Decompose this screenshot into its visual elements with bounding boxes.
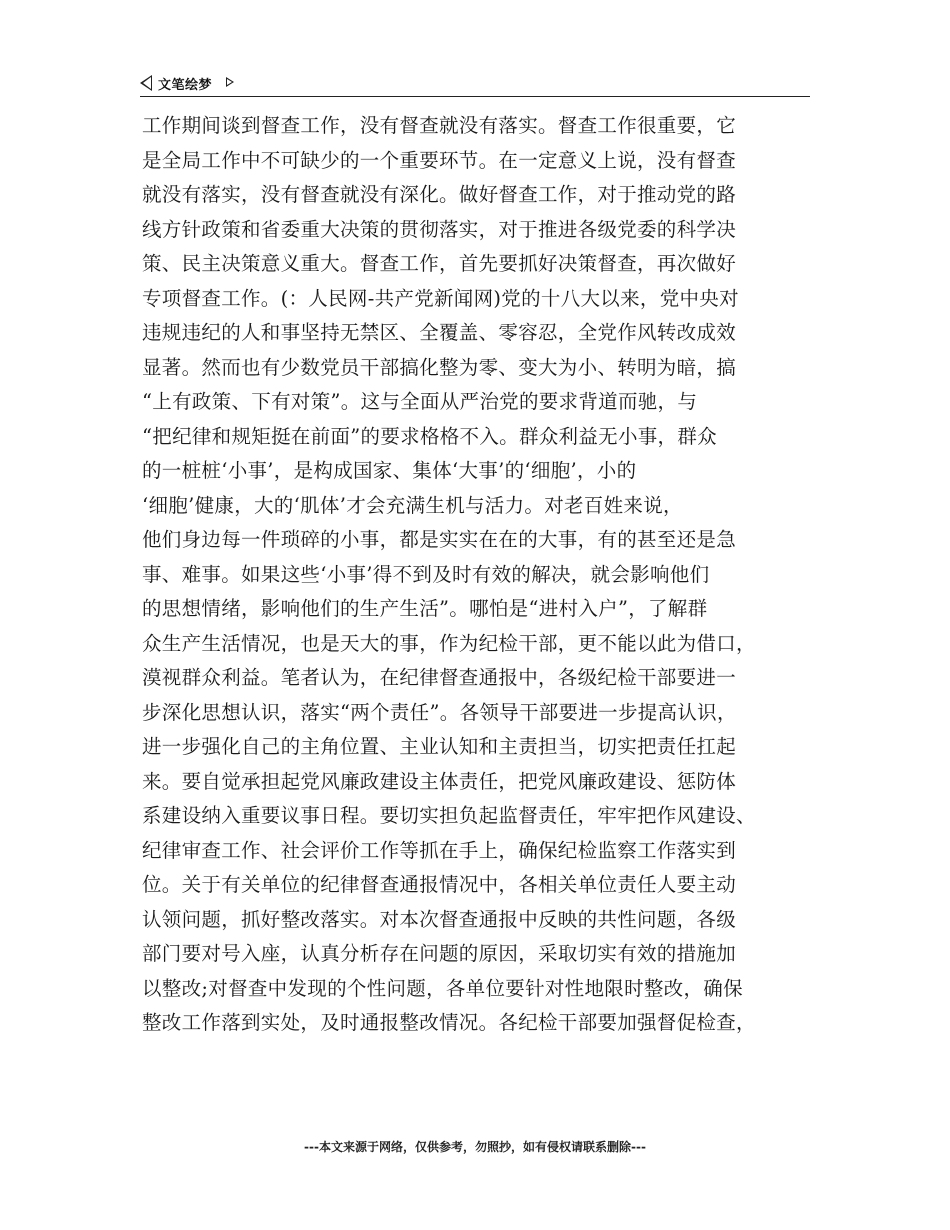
text-line: 整改工作落到实处，及时通报整改情况。各纪检干部要加强督促检查， xyxy=(142,1011,756,1034)
text-line: 违规违纪的人和事坚持无禁区、全覆盖、零容忍，全党作风转改成效 xyxy=(142,321,737,344)
text-line: 显著。然而也有少数党员干部搞化整为零、变大为小、转明为暗，搞 xyxy=(142,355,737,379)
text-line: 工作期间谈到督查工作，没有督查就没有落实。督查工作很重要，它 xyxy=(142,114,737,137)
header-divider xyxy=(140,96,810,97)
text-line: 策、民主决策意义重大。督查工作，首先要抓好决策督查，再次做好 xyxy=(142,252,737,275)
text-line: 众生产生活情况，也是天大的事，作为纪检干部，更不能以此为借口， xyxy=(142,631,756,655)
text-line: “把纪律和规矩挺在前面”的要求格格不入。群众利益无小事，群众 xyxy=(142,424,717,448)
header-title: 文笔绘梦 xyxy=(158,78,213,93)
text-line: 认领问题，抓好整改落实。对本次督查通报中反映的共性问题，各级 xyxy=(142,907,737,931)
text-line: 事、难事。如果这些‘小事’得不到及时有效的解决，就会影响他们 xyxy=(142,562,710,586)
text-line: 来。要自觉承担起党风廉政建设主体责任，把党风廉政建设、惩防体 xyxy=(142,769,737,793)
page-footer: ---本文来源于网络，仅供参考，勿照抄，如有侵权请联系删除--- xyxy=(304,1140,646,1154)
text-line: “上有政策、下有对策”。这与全面从严治党的要求背道而驰，与 xyxy=(142,390,698,413)
text-line: 他们身边每一件琐碎的小事，都是实实在在的大事，有的甚至还是急 xyxy=(142,528,737,551)
text-line: 是全局工作中不可缺少的一个重要环节。在一定意义上说，没有督查 xyxy=(142,148,737,172)
document-body xyxy=(142,109,812,1041)
text-line: 进一步强化自己的主角位置、主业认知和主责担当，切实把责任扛起 xyxy=(142,735,737,758)
text-line: 系建设纳入重要议事日程。要切实担负起监督责任，牢牢把作风建设、 xyxy=(142,804,756,827)
text-line: 线方针政策和省委重大决策的贯彻落实，对于推进各级党委的科学决 xyxy=(142,217,737,241)
text-line: 的一桩桩‘小事’，是构成国家、集体‘大事’的‘细胞’，小的 xyxy=(142,459,637,482)
page-header xyxy=(140,72,810,96)
text-line: ‘细胞’健康，大的‘肌体’才会充满生机与活力。对老百姓来说， xyxy=(142,493,683,517)
triangle-left-icon xyxy=(140,75,152,91)
text-line: 专项督查工作。(：人民网-共产党新闻网)党的十八大以来，党中央对 xyxy=(142,286,739,310)
text-line: 位。关于有关单位的纪律督查通报情况中，各相关单位责任人要主动 xyxy=(142,873,737,896)
text-line: 步深化思想认识，落实“两个责任”。各领导干部要进一步提高认识， xyxy=(142,700,737,724)
text-line: 纪律审查工作、社会评价工作等抓在手上，确保纪检监察工作落实到 xyxy=(142,838,737,862)
text-line: 就没有落实，没有督查就没有深化。做好督查工作，对于推动党的路 xyxy=(142,183,737,206)
text-line: 以整改;对督查中发现的个性问题，各单位要针对性地限时整改，确保 xyxy=(142,976,743,1000)
text-line: 漠视群众利益。笔者认为，在纪律督查通报中，各级纪检干部要进一 xyxy=(142,666,737,689)
triangle-right-icon xyxy=(226,77,234,87)
text-line: 的思想情绪，影响他们的生产生活”。哪怕是“进村入户”，了解群 xyxy=(142,597,708,620)
text-line: 部门要对号入座，认真分析存在问题的原因，采取切实有效的措施加 xyxy=(142,942,737,965)
